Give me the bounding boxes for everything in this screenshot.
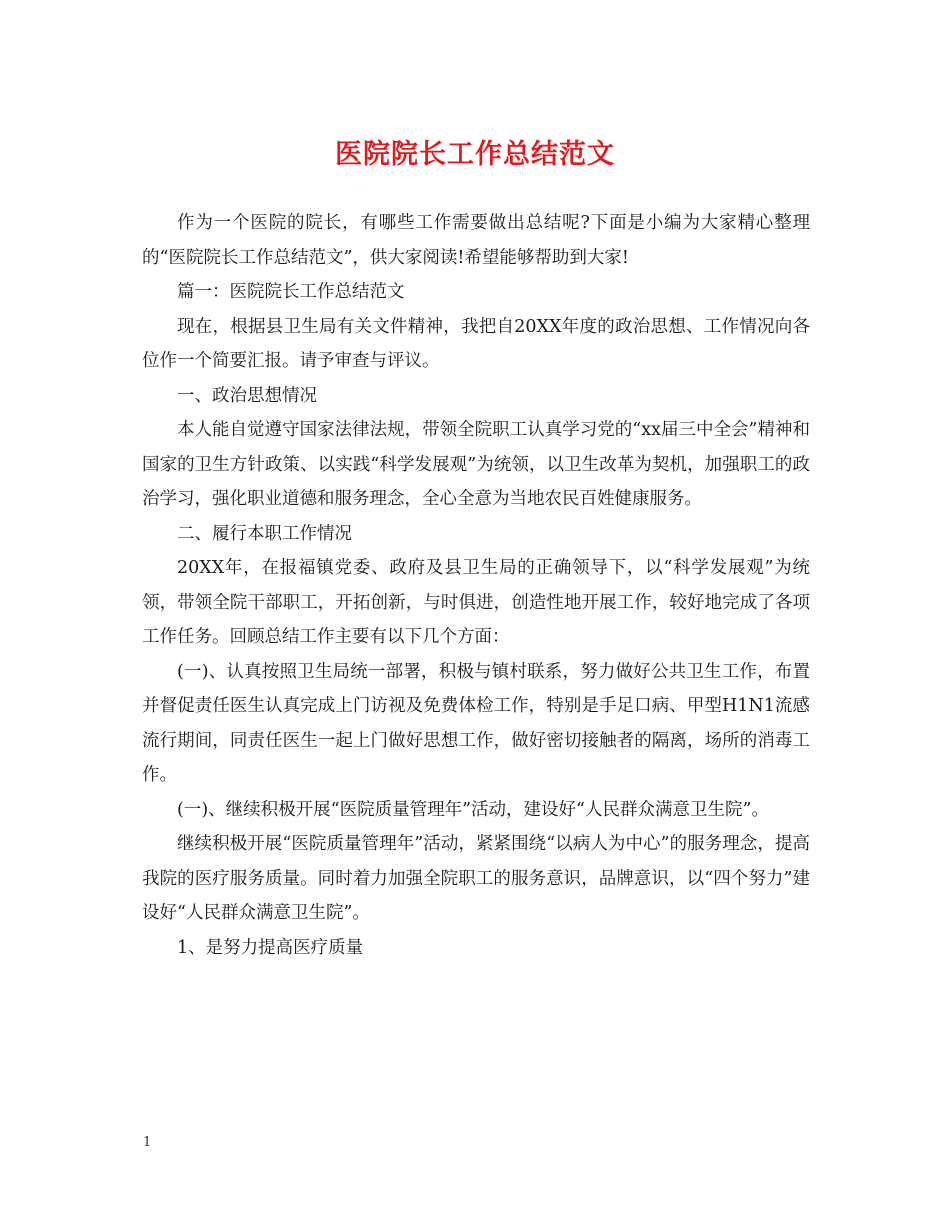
paragraph: 1、是努力提高医疗质量: [177, 937, 364, 958]
paragraph: 本人能自觉遵守国家法律法规，带领全院职工认真学习党的“xx届三中全会”精神和国家的卫生方针政策、以实践“科学发展观”为统领，以卫生改革为契机，加强职工的政治学习，强化职业道德和服务理念，全心全意为当地农民百姓健康服务。: [142, 420, 810, 509]
page-number: 1: [143, 1135, 152, 1150]
paragraph: (一)、认真按照卫生局统一部署，积极与镇村联系，努力做好公共卫生工作，布置并督促责任医生认真完成上门访视及免费体检工作，特别是手足口病、甲型H1N1流感流行期间，同责任医生一起上门做好思想工作，做好密切接触者的隔离，场所的消毒工作。: [142, 661, 810, 785]
paragraph: 作为一个医院的院长，有哪些工作需要做出总结呢?下面是小编为大家精心整理的“医院院长工作总结范文”，供大家阅读!希望能够帮助到大家!: [142, 213, 810, 268]
section-heading: 二、履行本职工作情况: [177, 523, 352, 544]
document-title: 医院院长工作总结范文: [335, 139, 615, 170]
paragraph: 篇一：医院院长工作总结范文: [177, 282, 405, 302]
paragraph: 继续积极开展“医院质量管理年”活动，紧紧围绕“以病人为中心”的服务理念，提高我院的医疗服务质量。同时着力加强全院职工的服务意识，品牌意识，以“四个努力”建设好“人民群众满意卫生院”。: [142, 834, 810, 923]
document-body: [142, 206, 810, 965]
paragraph: (一)、继续积极开展“医院质量管理年”活动，建设好“人民群众满意卫生院”。: [177, 799, 769, 820]
section-heading: 一、政治思想情况: [177, 385, 317, 406]
paragraph: 现在，根据县卫生局有关文件精神，我把自20XX年度的政治思想、工作情况向各位作一个简要汇报。请予审查与评议。: [142, 316, 810, 371]
paragraph: 20XX年，在报福镇党委、政府及县卫生局的正确领导下，以“科学发展观”为统领，带领全院干部职工，开拓创新，与时俱进，创造性地开展工作，较好地完成了各项工作任务。回顾总结工作主要有以下几个方面：: [142, 558, 810, 647]
